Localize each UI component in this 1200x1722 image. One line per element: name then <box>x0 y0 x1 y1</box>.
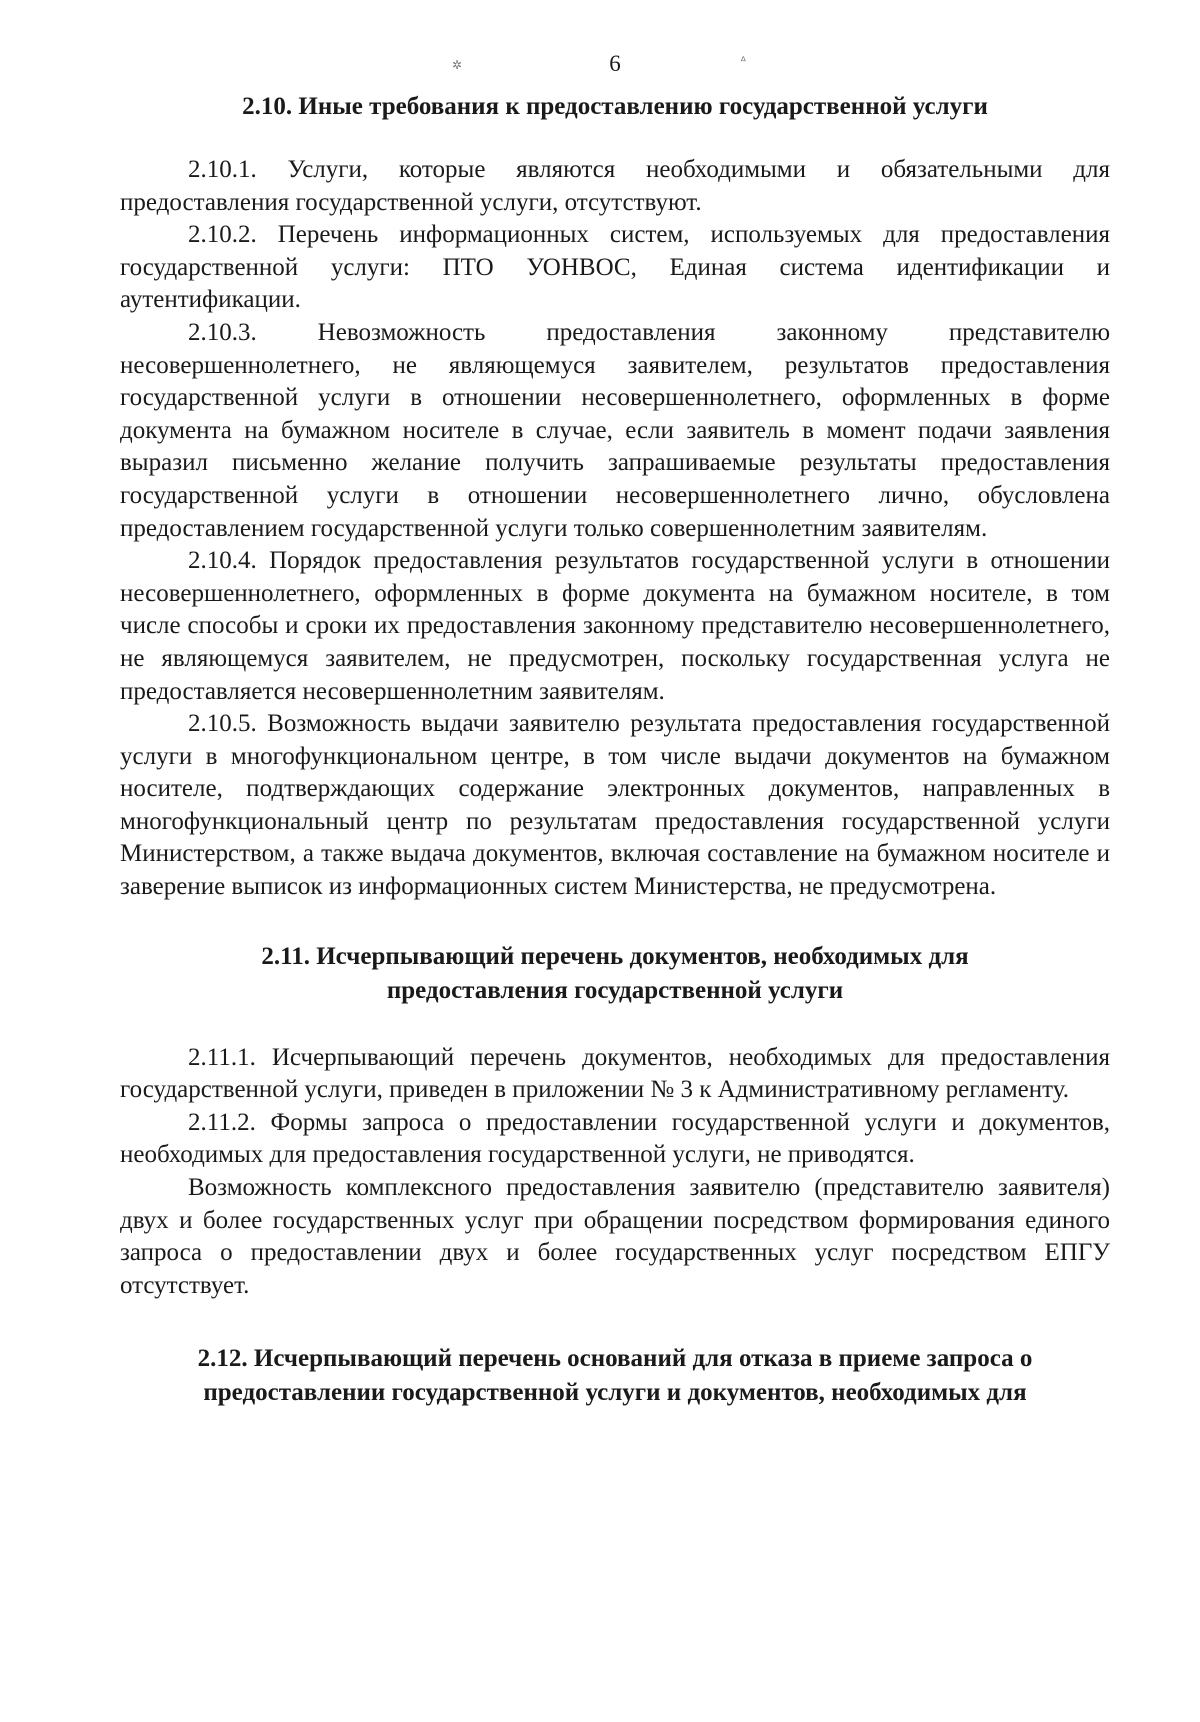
paragraph-2-10-3: 2.10.3. Невозможность предоставления законному представителю несовершеннолетнего, не являющемуся заявителем, результатов предоставления государственной услуги в отношении несовершеннолетнего, оформленных в форме документа на бумажном носителе в случае, если заявитель в момент подачи заявления выразил письменно желание получить запрашиваемые результаты предоставления государственной услуги в отношении несовершеннолетнего лично, обусловлена предоставлением государственной услуги только совершеннолетним заявителям. <box>120 318 1110 542</box>
section-heading-2-12-line2: предоставлении государственной услуги и документов, необходимых для <box>203 1379 1027 1407</box>
paragraph-2-11-1: 2.11.1. Исчерпывающий перечень документов, необходимых для предоставления государственной услуги, приведен в приложении № 3 к Административному регламенту. <box>120 1043 1110 1104</box>
scan-speck: ᐞ <box>740 54 747 68</box>
paragraph-2-10-4: 2.10.4. Порядок предоставления результатов государственной услуги в отношении несовершеннолетнего, оформленных в форме документа на бумажном носителе, в том числе способы и сроки их предоставления законному представителю несовершеннолетнего, не являющемуся заявителем, не предусмотрен, поскольку государственная услуга не предоставляется несовершеннолетним заявителям. <box>120 547 1110 705</box>
section-heading-2-12 <box>120 1342 1110 1410</box>
section-heading-2-10: 2.10. Иные требования к предоставлению государственной услуги <box>242 93 988 120</box>
section-heading-2-12-line1: 2.12. Исчерпывающий перечень оснований для отказа в приеме запроса о <box>197 1345 1033 1373</box>
section-heading-2-11-line1: 2.11. Исчерпывающий перечень документов, необходимых для <box>261 942 969 970</box>
paragraph-2-10-1: 2.10.1. Услуги, которые являются необходимыми и обязательными для предоставления государственной услуги, отсутствуют. <box>120 156 1110 216</box>
scan-speck: ✲ <box>452 58 463 72</box>
paragraph-2-11-2: 2.11.2. Формы запроса о предоставлении государственной услуги и документов, необходимых для предоставления государственной услуги, не приводятся. <box>120 1108 1110 1169</box>
section-heading-2-11 <box>120 940 1110 1008</box>
page-number: 6 <box>609 51 621 76</box>
paragraph-complex-services: Возможность комплексного предоставления заявителю (представителю заявителя) двух и более государственных услуг при обращении посредством формирования единого запроса о предоставлении двух и более государственных услуг посредством ЕПГУ отсутствует. <box>120 1174 1110 1299</box>
paragraph-2-10-5: 2.10.5. Возможность выдачи заявителю результата предоставления государственной услуги в многофункциональном центре, в том числе выдачи документов на бумажном носителе, подтверждающих содержание электронных документов, направленных в многофункциональный центр по результатам предоставления государственной услуги Министерством, а также выдача документов, включая составление на бумажном носителе и заверение выписок из информационных систем Министерства, не предусмотрена. <box>120 710 1110 901</box>
document-page <box>120 48 1110 1410</box>
section-heading-2-11-line2: предоставления государственной услуги <box>386 976 844 1004</box>
paragraph-2-10-2: 2.10.2. Перечень информационных систем, используемых для предоставления государственной услуги: ПТО УОНВОС, Единая система идентификации и аутентификации. <box>120 221 1110 314</box>
